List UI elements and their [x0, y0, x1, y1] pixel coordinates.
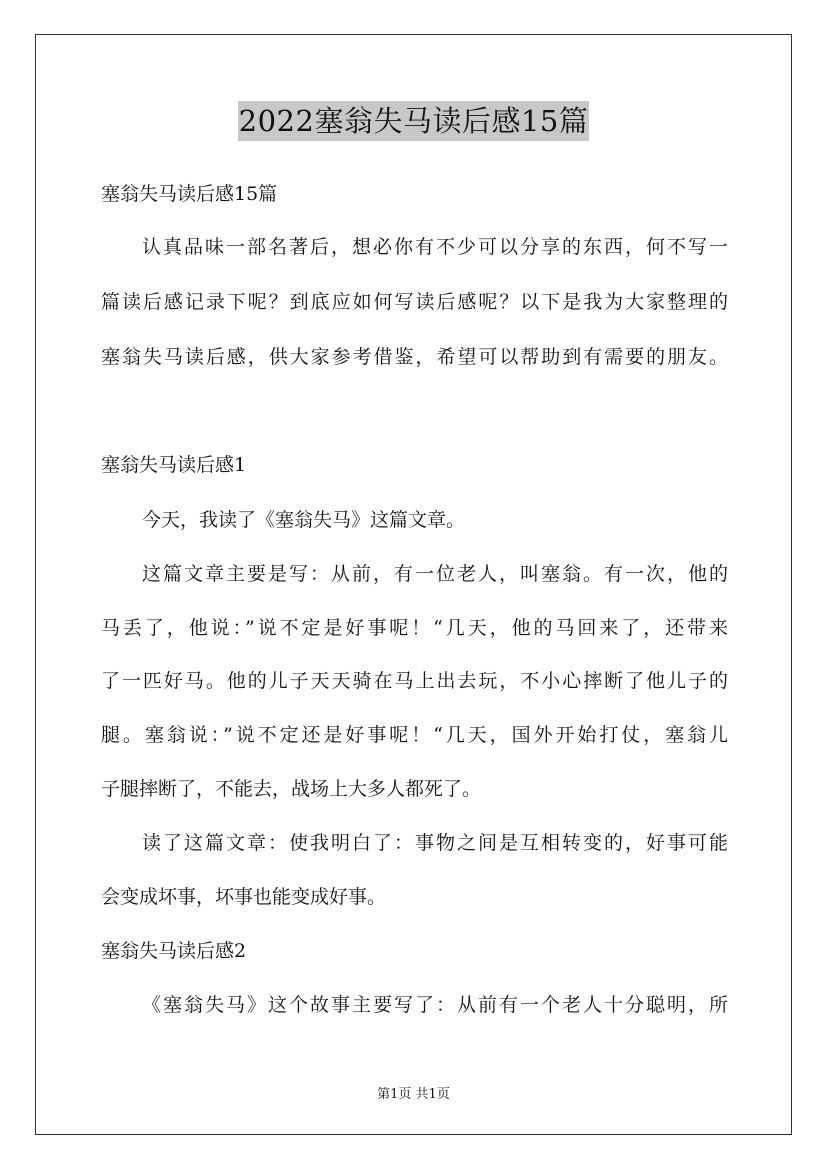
intro-line: 认真品味一部名著后，想必你有不少可以分享的东西，何不写一 [142, 236, 728, 258]
paragraph-line: 今天，我读了《塞翁失马》这篇文章。 [142, 509, 466, 531]
paragraph-line: 这篇文章主要是写：从前，有一位老人，叫塞翁。有一次，他的 [142, 563, 728, 585]
paragraph-line: 子腿摔断了，不能去，战场上大多人都死了。 [101, 778, 482, 800]
document-title: 2022塞翁失马读后感15篇 [238, 101, 590, 141]
paragraph-line: 腿。塞翁说：”说不定还是好事呢！“几天，国外开始打仗，塞翁儿 [101, 724, 728, 746]
paragraph-line: 会变成坏事，坏事也能变成好事。 [101, 886, 387, 908]
section-heading: 塞翁失马读后感2 [101, 940, 247, 962]
document-subtitle: 塞翁失马读后感15篇 [101, 183, 278, 205]
section-heading: 塞翁失马读后感1 [101, 454, 247, 476]
page-footer: 第1页 共1页 [377, 1087, 450, 1102]
intro-line: 篇读后感记录下呢？到底应如何写读后感呢？以下是我为大家整理的 [101, 291, 728, 313]
intro-line: 塞翁失马读后感，供大家参考借鉴，希望可以帮助到有需要的朋友。 [101, 346, 728, 368]
document-title-wrap [0, 101, 827, 141]
paragraph-line: 《塞翁失马》这个故事主要写了：从前有一个老人十分聪明，所 [142, 994, 728, 1016]
paragraph-line: 马丢了，他说：”说不定是好事呢！“几天，他的马回来了，还带来 [101, 617, 728, 639]
paragraph-line: 读了这篇文章：使我明白了：事物之间是互相转变的，好事可能 [142, 832, 728, 854]
paragraph-line: 了一匹好马。他的儿子天天骑在马上出去玩，不小心摔断了他儿子的 [101, 670, 728, 692]
